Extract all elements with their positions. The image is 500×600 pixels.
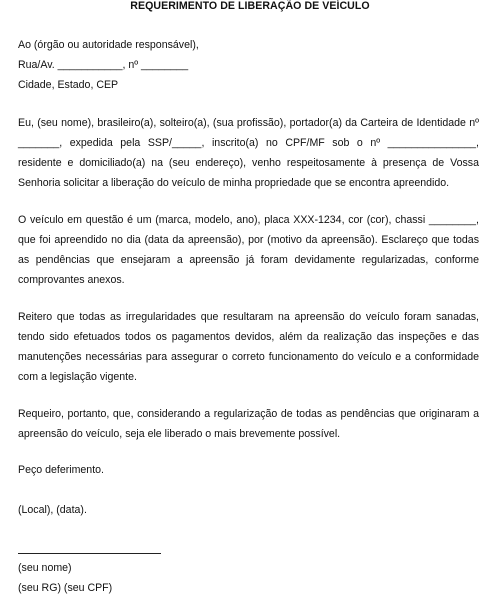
street-line: Rua/Av. ___________, nº ________ bbox=[18, 59, 189, 71]
signature-line bbox=[18, 553, 161, 554]
paragraph-identification: Eu, (seu nome), brasileiro(a), solteiro(a), (sua profissão), portador(a) da Carteira de Identidade nº _______, expedida pela SSP/_____, inscrito(a) no CPF/MF sob o nº _______________, residente e domiciliado(a) na (seu endereço), venho respeitosamente à presença de Vossa Senhoria solicitar a liberação do veículo de minha propriedade que se encontra apreendido. bbox=[18, 117, 479, 189]
recipient-line: Ao (órgão ou autoridade responsável), bbox=[18, 39, 199, 51]
paragraph-vehicle-details: O veículo em questão é um (marca, modelo, ano), placa XXX-1234, cor (cor), chassi ________, que foi apreendido no dia (data da apreensão), por (motivo da apreensão). Esclareço que todas as pendências que ensejaram a apreensão já foram devidamente regularizadas, conforme comprovantes anexos. bbox=[18, 214, 479, 286]
paragraph-request: Requeiro, portanto, que, considerando a regularização de todas as pendências que originaram a apreensão do veículo, seja ele liberado o mais brevemente possível. bbox=[18, 408, 479, 440]
signature-documents: (seu RG) (seu CPF) bbox=[18, 582, 113, 594]
paragraph-irregularities-resolved: Reitero que todas as irregularidades que resultaram na apreensão do veículo foram sanadas, tendo sido efetuados todos os pagamentos devidos, além da realização das inspeções e das manutenções necessárias para assegurar o correto funcionamento do veículo e a conformidade com a legislação vigente. bbox=[18, 311, 479, 383]
document-title: REQUERIMENTO DE LIBERAÇÃO DE VEÍCULO bbox=[130, 0, 370, 12]
closing-line: Peço deferimento. bbox=[18, 464, 104, 476]
city-line: Cidade, Estado, CEP bbox=[18, 79, 119, 91]
signature-name: (seu nome) bbox=[18, 562, 72, 574]
place-date-line: (Local), (data). bbox=[18, 504, 87, 516]
